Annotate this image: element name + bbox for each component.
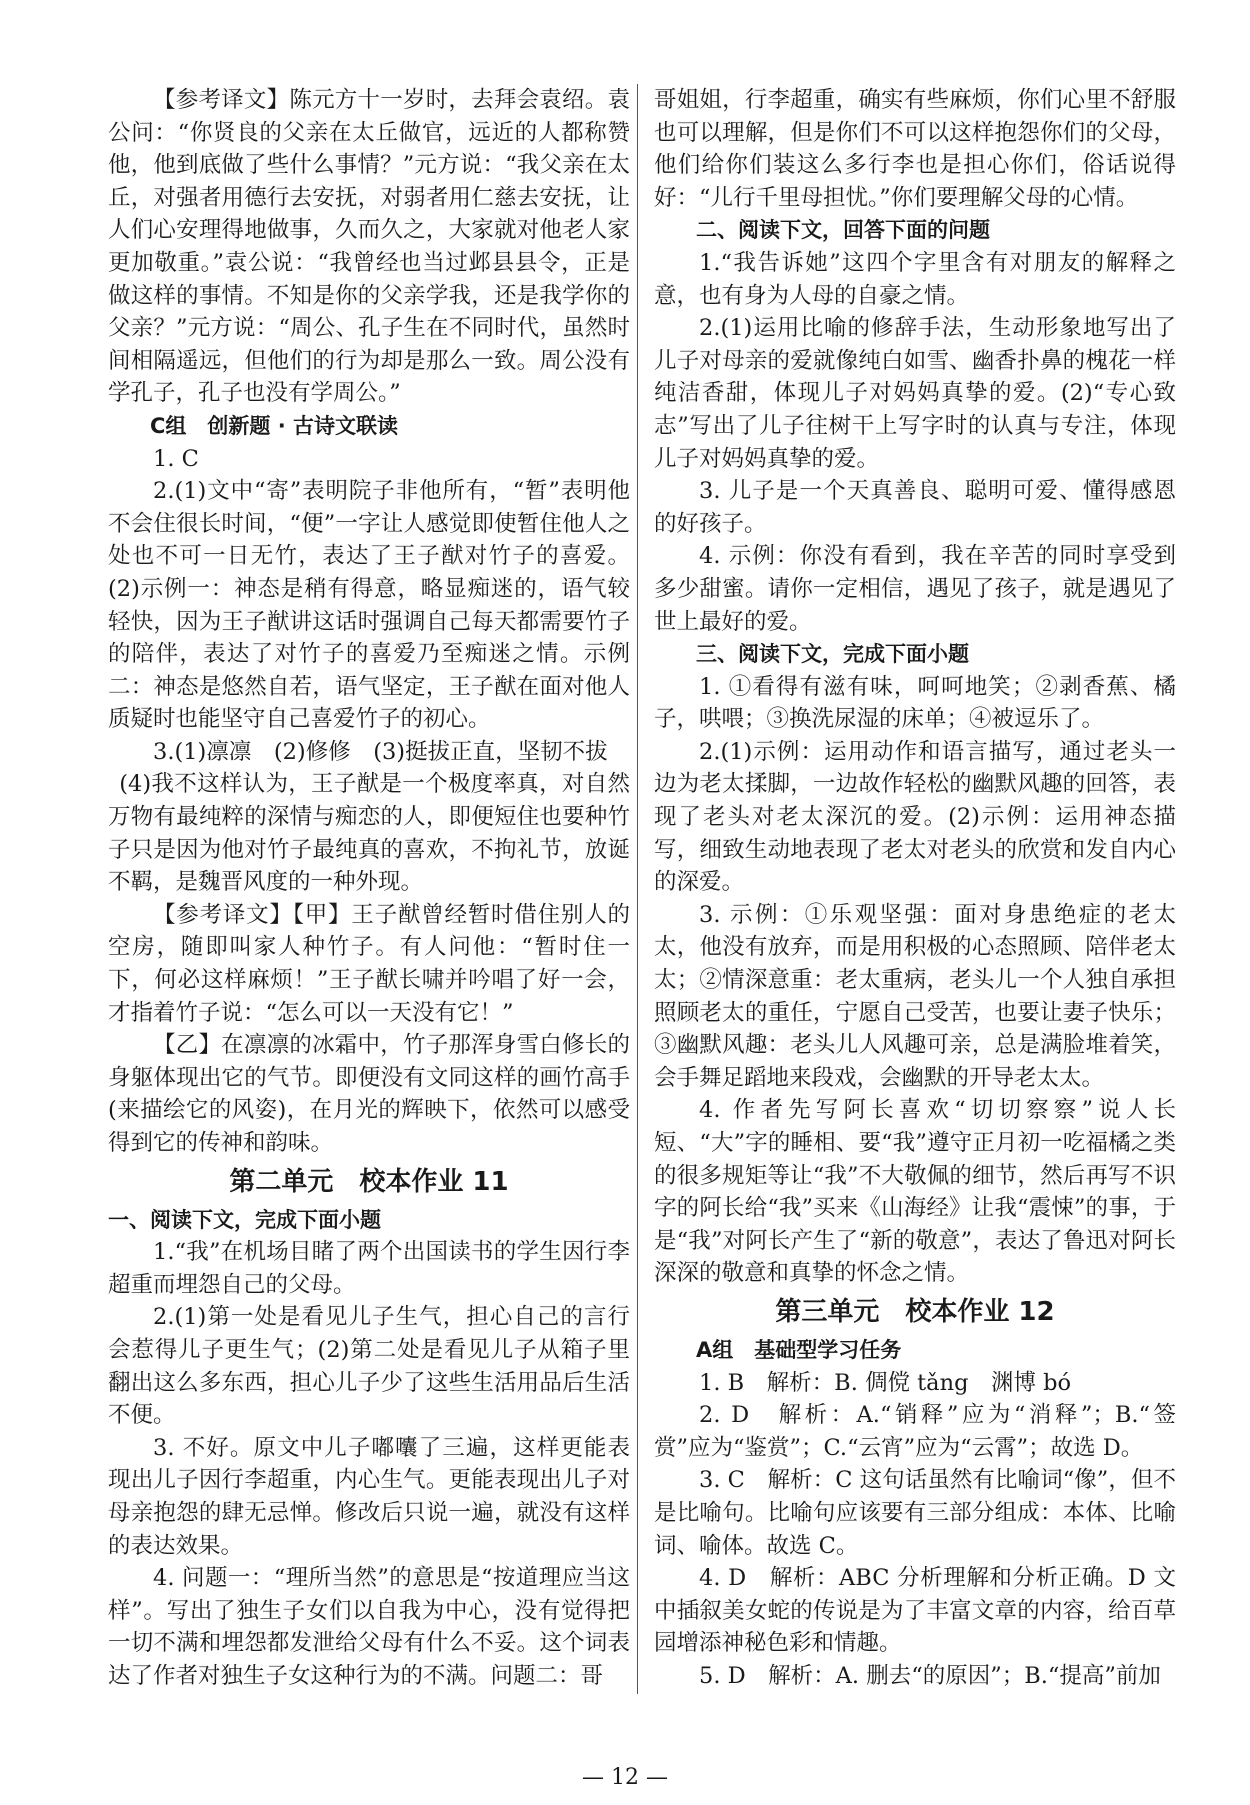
right-column (654, 84, 1176, 1693)
answer-paragraph: 2.(1)文中“寄”表明院子非他所有，“暂”表明他不会住很长时间，“便”一字让人感觉即使暂住他人之处也不可一日无竹，表达了王子猷对竹子的喜爱。(2)示例一：神态是稍有得意，略显痴迷的，语气较轻快，因为王子猷讲这话时强调自己每天都需要竹子的陪伴，表达了对竹子的喜爱乃至痴迷之情。示例二：神态是悠然自若，语气坚定，王子猷在面对他人质疑时也能坚守自己喜爱竹子的初心。 (108, 478, 630, 733)
answer-paragraph: 3. C 解析：C 这句话虽然有比喻词“像”，但不是比喻句。比喻句应该要有三部分组成：本体、比喻词、喻体。故选 C。 (654, 1467, 1176, 1559)
answer-paragraph: 1. C (153, 445, 199, 472)
section-heading: 二、阅读下文，回答下面的问题 (696, 218, 990, 243)
page-number: — 12 — (582, 1765, 668, 1790)
answer-paragraph: 4. 问题一：“理所当然”的意思是“按道理应当这样”。写出了独生子女们以自我为中心，没有觉得把一切不满和埋怨都发泄给父母有什么不妥。这个词表达了作者对独生子女这种行为的不满。问题二：哥 (108, 1565, 630, 1689)
answer-paragraph: 4. 示例：你没有看到，我在辛苦的同时享受到多少甜蜜。请你一定相信，遇见了孩子，就是遇见了世上最好的爱。 (654, 543, 1176, 635)
section-heading: A组 基础型学习任务 (696, 1337, 902, 1362)
section-heading: C组 创新题 · 古诗文联读 (150, 413, 399, 438)
answer-paragraph: 3. 不好。原文中儿子嘟囔了三遍，这样更能表现出儿子因行李超重，内心生气。更能表现出儿子对母亲抱怨的肆无忌惮。修改后只说一遍，就没有这样的表达效果。 (108, 1434, 630, 1559)
column-divider (637, 84, 638, 1694)
answer-paragraph: 3. 儿子是一个天真善良、聪明可爱、懂得感恩的好孩子。 (654, 478, 1176, 537)
section-heading: 一、阅读下文，完成下面小题 (108, 1207, 381, 1232)
answer-paragraph: 1.“我告诉她”这四个字里含有对朋友的解释之意，也有身为人母的自豪之情。 (654, 249, 1176, 309)
answer-paragraph: 哥姐姐，行李超重，确实有些麻烦，你们心里不舒服也可以理解，但是你们不可以这样抱怨你们的父母，他们给你们装这么多行李也是担心你们，俗话说得好：“儿行千里母担忧。”你们要理解父母的心情。 (654, 87, 1176, 211)
answer-paragraph: 5. D 解析：A. 删去“的原因”；B.“提高”前加 (699, 1662, 1161, 1689)
answer-paragraph: 2.(1)第一处是看见儿子生气，担心自己的言行会惹得儿子更生气；(2)第二处是看见儿子从箱子里翻出这么多东西，担心儿子少了这些生活用品后生活不便。 (108, 1304, 630, 1429)
answer-paragraph: 1. B 解析：B. 倜傥 tǎng 渊博 bó (699, 1369, 1072, 1396)
answer-paragraph: 【乙】在凛凛的冰霜中，竹子那浑身雪白修长的身躯体现出它的气节。即便没有文同这样的画竹高手(来描绘它的风姿)，在月光的辉映下，依然可以感受得到它的传神和韵味。 (108, 1032, 630, 1156)
left-column (108, 84, 630, 1693)
answer-paragraph: 2.(1)示例：运用动作和语言描写，通过老头一边为老太揉脚，一边故作轻松的幽默风趣的回答，表现了老头对老太深沉的爱。(2)示例：运用神态描写，细致生动地表现了老太对老头的欣赏和发自内心的深爱。 (654, 738, 1176, 896)
answer-paragraph: 2. D 解析：A.“销释”应为“消释”；B.“签赏”应为“鉴赏”；C.“云宵”应为“云霄”；故选 D。 (654, 1402, 1176, 1461)
answer-paragraph: 【参考译文】【甲】王子猷曾经暂时借住别人的空房，随即叫家人种竹子。有人问他：“暂时住一下，何必这样麻烦！”王子猷长啸并吟唱了好一会，才指着竹子说：“怎么可以一天没有它！” (108, 901, 630, 1026)
unit-title: 第三单元 校本作业 12 (775, 1296, 1055, 1327)
answer-paragraph: 2.(1)运用比喻的修辞手法，生动形象地写出了儿子对母亲的爱就像纯白如雪、幽香扑鼻的槐花一样纯洁香甜，体现儿子对妈妈真挚的爱。(2)“专心致志”写出了儿子往树干上写字时的认真与专注，体现儿子对妈妈真挚的爱。 (654, 315, 1176, 472)
answer-paragraph: 【参考译文】陈元方十一岁时，去拜会袁绍。袁公问：“你贤良的父亲在太丘做官，远近的人都称赞他，他到底做了些什么事情？”元方说：“我父亲在太丘，对强者用德行去安抚，对弱者用仁慈去安抚，让人们心安理得地做事，久而久之，大家就对他老人家更加敬重。”袁公说：“我曾经也当过邺县县令，正是做这样的事情。不知是你的父亲学我，还是我学你的父亲？”元方说：“周公、孔子生在不同时代，虽然时间相隔遥远，但他们的行为却是那么一致。周公没有学孔子，孔子也没有学周公。” (108, 87, 630, 407)
answer-paragraph: 3. 示例：①乐观坚强：面对身患绝症的老太太，他没有放弃，而是用积极的心态照顾、陪伴老太太；②情深意重：老太重病，老头儿一个人独自承担照顾老太的重任，宁愿自己受苦，也要让妻子快乐；③幽默风趣：老头儿人风趣可亲，总是满脸堆着笑，会手舞足蹈地来段戏，会幽默的开导老太太。 (654, 901, 1176, 1091)
answer-paragraph: 4. 作者先写阿长喜欢“切切察察”说人长短、“大”字的睡相、要“我”遵守正月初一吃福橘之类的很多规矩等让“我”不大敬佩的细节，然后再写不识字的阿长给“我”买来《山海经》让我“震悚”的事，于是“我”对阿长产生了“新的敬意”，表达了鲁迅对阿长深深的敬意和真挚的怀念之情。 (654, 1097, 1176, 1287)
unit-title: 第二单元 校本作业 11 (229, 1166, 509, 1197)
answer-paragraph: 1.“我”在机场目睹了两个出国读书的学生因行李超重而埋怨自己的父母。 (108, 1239, 630, 1298)
answer-paragraph: (4)我不这样认为，王子猷是一个极度率真，对自然万物有最纯粹的深情与痴恋的人，即便短住也要种竹子只是因为他对竹子最纯真的喜欢，不拘礼节，放诞不羁，是魏晋风度的一种外现。 (108, 771, 630, 896)
answer-paragraph: 3.(1)凛凛 (2)修修 (3)挺拔正直，坚韧不拔 (153, 738, 608, 765)
answer-paragraph: 1. ①看得有滋有味，呵呵地笑；②剥香蕉、橘子，哄喂；③换洗尿湿的床单；④被逗乐了。 (654, 673, 1176, 733)
answer-paragraph: 4. D 解析：ABC 分析理解和分析正确。D 文中插叙美女蛇的传说是为了丰富文章的内容，给百草园增添神秘色彩和情趣。 (654, 1565, 1176, 1657)
section-heading: 三、阅读下文，完成下面小题 (696, 642, 969, 667)
